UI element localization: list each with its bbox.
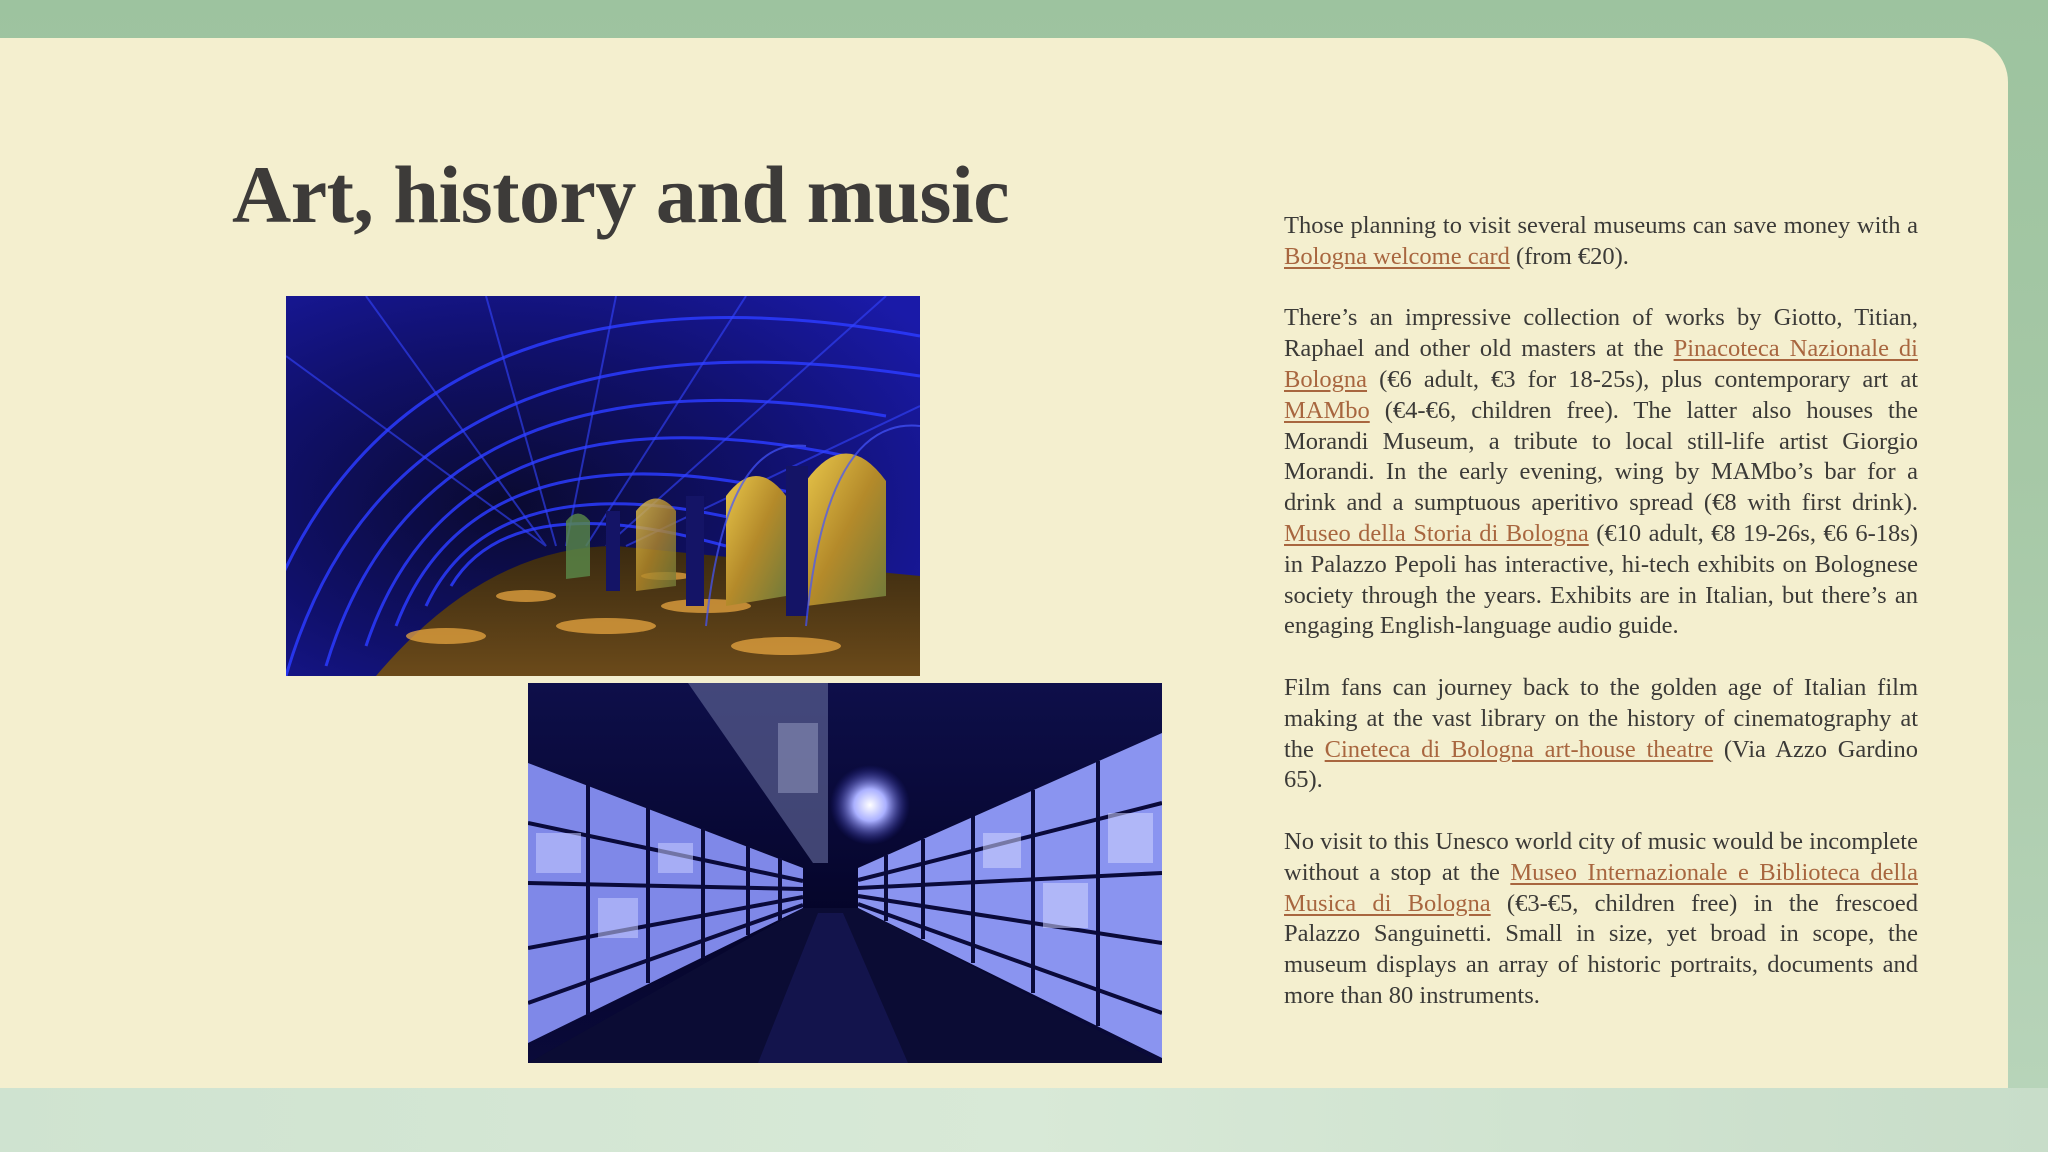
paragraph-welcome-card: [1284, 211, 1918, 273]
paragraph-music: [1284, 827, 1918, 1012]
paragraph-text: Those planning to visit several museums can save money with a: [1284, 212, 1918, 239]
immersive-art-tunnel-photo: [286, 296, 920, 676]
paragraph-text: (€6 adult, €3 for 18-25s), plus contemporary art at: [1367, 365, 1918, 393]
paragraph-text: (from €20).: [1509, 242, 1629, 270]
paragraph-text: Film fans can journey back to the golden age of Italian film making at the vast library on the history of cinematography at the: [1284, 673, 1918, 763]
paragraph-text: (Via Azzo Gardino 65).: [1284, 735, 1918, 794]
corridor-illustration: [528, 683, 1162, 1063]
background-lower-band: [0, 1088, 2048, 1152]
paragraph-text: No visit to this Unesco world city of music would be incomplete without a stop at the: [1284, 827, 1918, 886]
paragraph-film: [1284, 673, 1918, 796]
museo-musica-link[interactable]: Museo Internazionale e Biblioteca della Musica di Bologna: [1284, 858, 1918, 917]
paragraph-text: (€10 adult, €8 19-26s, €6 6-18s) in Palazzo Pepoli has interactive, hi-tech exhibits on Bolognese society through the years. Exhibits are in Italian, but there’s an engaging English-language audio guide.: [1284, 519, 1918, 640]
slide-title: Art, history and music: [232, 149, 1010, 240]
pinacoteca-link[interactable]: Pinacoteca Nazionale di Bologna: [1284, 335, 1918, 393]
film-history-corridor-photo: [528, 683, 1162, 1063]
bologna-welcome-card-link[interactable]: Bologna welcome card: [1284, 242, 1510, 270]
paragraph-text: (€3-€5, children free) in the frescoed Palazzo Sanguinetti. Small in size, yet broad in scope, the museum displays an array of historic portraits, documents and more than 80 instruments.: [1284, 889, 1918, 1009]
paragraph-text: (€4-€6, children free). The latter also houses the Morandi Museum, a tribute to local still-life artist Giorgio Morandi. In the early evening, wing by MAMbo’s bar for a drink and a sumptuous aperitivo spread (€8 with first drink).: [1284, 396, 1918, 517]
cineteca-link[interactable]: Cineteca di Bologna art-house theatre: [1324, 735, 1714, 763]
paragraph-art-museums: [1284, 303, 1918, 642]
mambo-link[interactable]: MAMbo: [1284, 396, 1370, 424]
paragraph-text: There’s an impressive collection of works by Giotto, Titian, Raphael and other old masters at the: [1284, 304, 1918, 363]
museo-storia-link[interactable]: Museo della Storia di Bologna: [1284, 519, 1589, 547]
tunnel-illustration: [286, 296, 920, 676]
body-text-column: [1284, 211, 1918, 1043]
